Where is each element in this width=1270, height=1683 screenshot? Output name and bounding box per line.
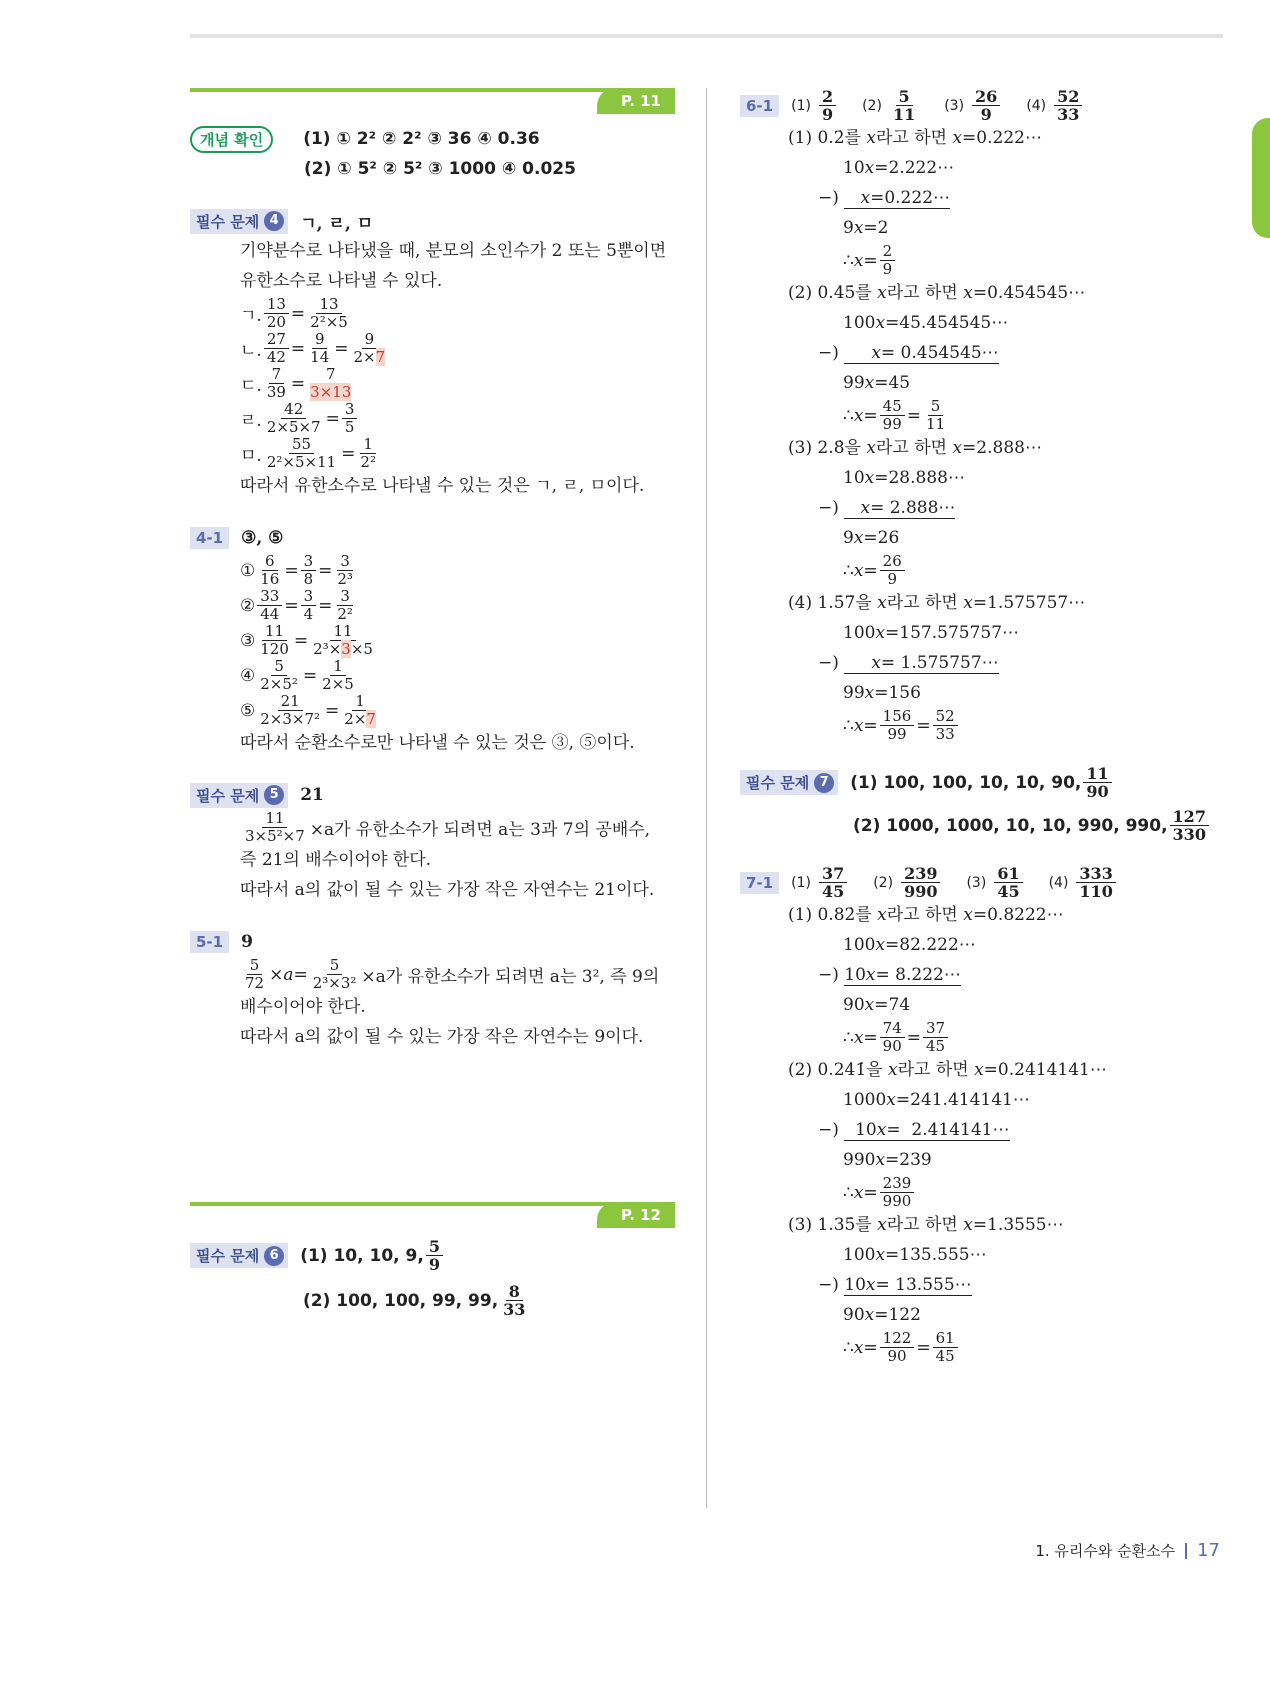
problem-4-1-work: ① $\frac{6}{16}$ = $\frac{3}{8}$ = $\frac{3}{\text{2³}}$ ② $\frac{33}{44}$ = $\frac{3}{4}$ = $\frac{3}{\text{2²}}$ ③ $\frac{11}{120}$ = $\frac{11}{\text{2³×3×5}}$ ④ $\frac{5}{\text{2×5²}}$ = $\frac{1}{2\times 5}$ ⑤ $\frac{21}{\text{2×3×7²}}$ = $\frac{1}{2\times 7}$ xyxy=(240,552,376,728)
problem-5-1-answer: 9 xyxy=(241,932,253,952)
concept-badge: 개념 확인 xyxy=(190,126,273,153)
problem-6-line2: (2) 100, 100, 99, 99, xyxy=(303,1290,499,1311)
required-badge: 필수 문제 6 xyxy=(190,1243,288,1268)
sub-badge: 7-1 xyxy=(740,872,779,894)
problem-7-line1: (1) 100, 100, 10, 10, 90, xyxy=(850,772,1082,793)
page-ref-bar xyxy=(190,1202,675,1228)
problem-4-conclusion: 따라서 유한소수로 나타낼 수 있는 것은 ㄱ, ㄹ, ㅁ이다. xyxy=(240,476,645,496)
column-divider xyxy=(706,88,707,1508)
problem-4-work: ㄱ. $\frac{13}{20}$ = $\frac{13}{\text{2²×5}}$ ㄴ. $\frac{27}{42}$ = $\frac{9}{14}$ = $\frac{9}{2\times 7}$ ㄷ. $\frac{7}{39}$ = $\frac{7}{3\times 13}$ ㄹ. $\frac{42}{2\times 5\times 7}$ = $\frac{3}{5}$ ㅁ. $\frac{55}{\text{2²×5×11}}$ = $\frac{1}{\text{2²}}$ xyxy=(240,295,386,471)
concept-row2 xyxy=(190,154,675,184)
concept-line2: (2) ① 5² ② 5² ③ 1000 ④ 0.025 xyxy=(304,159,576,179)
sub-badge: 4-1 xyxy=(190,527,229,549)
problem-6-1-work: (1) 0.2̇를 x라고 하면 x=0.222⋯ 10x=2.222⋯ −) x=0.222⋯ 9x=2 ∴ x = $\frac{2}{9}$ (2) 0.4̇5̇를 x라고 하면 x=0.454545⋯ 100x=45.454545⋯ −) x= 0.454545⋯ 99x=45 ∴ x = $\frac{45}{99}$ = $\frac{5}{11}$ (3) 2.8̇을 x라고 하면 x=2.888⋯ 10x=28.888⋯ −) x= 2.888⋯ 9x=26 ∴ x = $\frac{26}{9}$ (4) 1.5̇7̇을 x라고 하면 x=1.575757⋯ 100x=157.575757⋯ −) x= 1.575757⋯ 99x=156 ∴ x = $\frac{156}{99}$ = $\frac{52}{33}$ xyxy=(788,128,1086,743)
right-column: 6-1 (1) $\frac{2}{9}$ (2) $\frac{5}{11}$ (3) $\frac{26}{9}$ (4) $\frac{52}{33}$ (1) 0.2̇를 x라고 하면 x=0.222⋯ 10x=2.222⋯ −) x=0.222⋯ 9x=2 ∴ x = $\frac{2}{9}$ (2) 0.4̇5̇를 x라고 하면 x=0.454545⋯ 100x=45.454545⋯ −) x= 0.454545⋯ 99x=45 ∴ x = $\frac{45}{99}$ = $\frac{5}{11}$ (3) 2.8̇을 x라고 하면 x=2.888⋯ 10x=28.888⋯ −) x= 2.888⋯ 9x=26 ∴ x = $\frac{26}{9}$ (4) 1.5̇7̇을 x라고 하면 x=1.575757⋯ 100x=157.575757⋯ −) x= 1.575757⋯ 99x=156 ∴ x = $\frac{156}{99}$ = $\frac{52}{33}$ 필수 문제 7 (1) 100, 100, 10, 10, 90, $\frac{11}{90}$ (2) 1000, 1000, 10, 10, 990, 990, $\frac{127}{330}$ 7-1 (1) $\frac{37}{45}$ (2) $\frac{239}{990}$ (3) $\frac{61}{45}$ (4) $\frac{333}{110}$ (1) 0.82̇를 x라고 하면 x=0.8222⋯ 100x=82.222⋯ −) 10x= 8.222⋯ 90x=74 ∴ x = $\frac{74}{90}$ = $\frac{37}{45}$ (2) 0.24̇1̇을 x라고 하면 x=0.2414141⋯ 1000x=241.414141⋯ −) 10x= 2.414141⋯ 990x=239 ∴ x = $\frac{239}{990}$ (3) 1.35̇를 x라고 하면 x=1.3555⋯ 100x=135.555⋯ −) 10x= 13.555⋯ 90x=122 ∴ x = $\frac{122}{90}$ = $\frac{61}{45}$ xyxy=(740,88,1220,1365)
concept-check xyxy=(190,124,675,154)
sub-badge: 6-1 xyxy=(740,95,779,117)
problem-6-1-header: 6-1 (1) $\frac{2}{9}$ (2) $\frac{5}{11}$ (3) $\frac{26}{9}$ (4) $\frac{52}{33}$ xyxy=(740,88,1220,123)
problem-7-line2: (2) 1000, 1000, 10, 10, 990, 990, xyxy=(853,815,1168,836)
problem-4-1-answer: ③, ⑤ xyxy=(241,528,284,548)
page-ref-label: P. 12 xyxy=(597,1202,675,1228)
page-ref-label: P. 11 xyxy=(597,88,675,114)
required-badge: 필수 문제 7 xyxy=(740,770,838,795)
problem-6-header: 필수 문제 6 (1) 10, 10, 9, $\frac{5}{9}$ xyxy=(190,1238,675,1273)
sub-badge: 5-1 xyxy=(190,931,229,953)
problem-7-1-header: 7-1 (1) $\frac{37}{45}$ (2) $\frac{239}{990}$ (3) $\frac{61}{45}$ (4) $\frac{333}{110}$ xyxy=(740,865,1220,900)
problem-4-1-header xyxy=(190,523,675,553)
top-rule xyxy=(190,34,1223,38)
problem-5-1-text3: 따라서 a의 값이 될 수 있는 가장 작은 자연수는 9이다. xyxy=(240,1027,644,1047)
problem-5-1-text2: 배수이어야 한다. xyxy=(240,997,366,1017)
chapter-label: 1. 유리수와 순환소수 xyxy=(1035,1542,1176,1560)
problem-7-1-work: (1) 0.82̇를 x라고 하면 x=0.8222⋯ 100x=82.222⋯ −) 10x= 8.222⋯ 90x=74 ∴ x = $\frac{74}{90}$ = $\frac{37}{45}$ (2) 0.24̇1̇을 x라고 하면 x=0.2414141⋯ 1000x=241.414141⋯ −) 10x= 2.414141⋯ 990x=239 ∴ x = $\frac{239}{990}$ (3) 1.35̇를 x라고 하면 x=1.3555⋯ 100x=135.555⋯ −) 10x= 13.555⋯ 90x=122 ∴ x = $\frac{122}{90}$ = $\frac{61}{45}$ xyxy=(788,905,1107,1365)
problem-5-text2: 즉 21의 배수이어야 한다. xyxy=(240,850,432,870)
page-number: 17 xyxy=(1197,1540,1220,1561)
problem-5-header xyxy=(190,780,675,810)
problem-5-text1: ×a가 유한소수가 되려면 a는 3과 7의 공배수, xyxy=(309,820,651,840)
page-footer xyxy=(1035,1540,1220,1561)
problem-5-1-header xyxy=(190,927,675,957)
required-badge: 필수 문제 4 xyxy=(190,209,288,234)
problem-5-text3: 따라서 a의 값이 될 수 있는 가장 작은 자연수는 21이다. xyxy=(240,880,655,900)
left-column: P. 11 개념 확인 (1) ① 2² ② 2² ③ 36 ④ 0.36 (2) ① 5² ② 5² ③ 1000 ④ 0.025 필수 문제 4 ㄱ, ㄹ, ㅁ 기약분수로 나타냈을 때, 분모의 소인수가 2 또는 5뿐이면 유한소수로 나타낼 수 있다. ㄱ. $\frac{13}{20}$ = $\frac{13}{\text{2²×5}}$ ㄴ. $\frac{27}{42}$ = $\frac{9}{14}$ = $\frac{9}{2\times 7}$ ㄷ. $\frac{7}{39}$ = $\frac{7}{3\times 13}$ ㄹ. $\frac{42}{2\times 5\times 7}$ = $\frac{3}{5}$ ㅁ. $\frac{55}{\text{2²×5×11}}$ = $\frac{1}{\text{2²}}$ 따라서 유한소수로 나타낼 수 있는 것은 ㄱ, ㄹ, ㅁ이다. 4-1 ③, ⑤ ① $\frac{6}{16}$ = $\frac{3}{8}$ = $\frac{3}{\text{2³}}$ ② $\frac{33}{44}$ = $\frac{3}{4}$ = $\frac{3}{\text{2²}}$ ③ $\frac{11}{120}$ = $\frac{11}{\text{2³×3×5}}$ ④ $\frac{5}{\text{2×5²}}$ = $\frac{1}{2\times 5}$ ⑤ $\frac{21}{\text{2×3×7²}}$ = $\frac{1}{2\times 7}$ 따라서 순환소수로만 나타낼 수 있는 것은 ③, ⑤이다. 필수 문제 5 21 $\frac{11}{\text{3×5²×7}}$ ×a가 유한소수가 되려면 a는 3과 7의 공배수, 즉 21의 배수이어야 한다. 따라서 a의 값이 될 수 있는 가장 작은 자연수는 21이다. 5-1 9 $\frac{5}{72}$ × a = $\frac{5}{\text{2³×3²}}$ ×a가 유한소수가 되려면 a는 3², 즉 9의 배수이어야 한다. 따라서 a의 값이 될 수 있는 가장 작은 자연수는 9이다. P. 12 필수 문제 6 (1) 10, 10, 9, $\frac{5}{9}$ (2) 100, 100, 99, 99, $\frac{8}{33}$ xyxy=(190,88,675,1318)
required-badge: 필수 문제 5 xyxy=(190,783,288,808)
problem-4-answer: ㄱ, ㄹ, ㅁ xyxy=(300,213,374,234)
problem-4-1-conclusion: 따라서 순환소수로만 나타낼 수 있는 것은 ③, ⑤이다. xyxy=(240,733,635,753)
problem-5-1-text1: ×a가 유한소수가 되려면 a는 3², 즉 9의 xyxy=(361,967,660,987)
page-ref-bar xyxy=(190,88,675,114)
problem-6-line1: (1) 10, 10, 9, xyxy=(300,1245,424,1266)
concept-line1: (1) ① 2² ② 2² ③ 36 ④ 0.36 xyxy=(303,129,540,149)
problem-4-text1: 기약분수로 나타냈을 때, 분모의 소인수가 2 또는 5뿐이면 xyxy=(240,241,667,261)
chapter-tab xyxy=(1252,118,1270,238)
problem-4-header xyxy=(190,206,675,236)
problem-4-text2: 유한소수로 나타낼 수 있다. xyxy=(240,271,443,291)
problem-5-answer: 21 xyxy=(300,785,324,805)
problem-7-header: 필수 문제 7 (1) 100, 100, 10, 10, 90, $\frac{11}{90}$ xyxy=(740,765,1220,800)
